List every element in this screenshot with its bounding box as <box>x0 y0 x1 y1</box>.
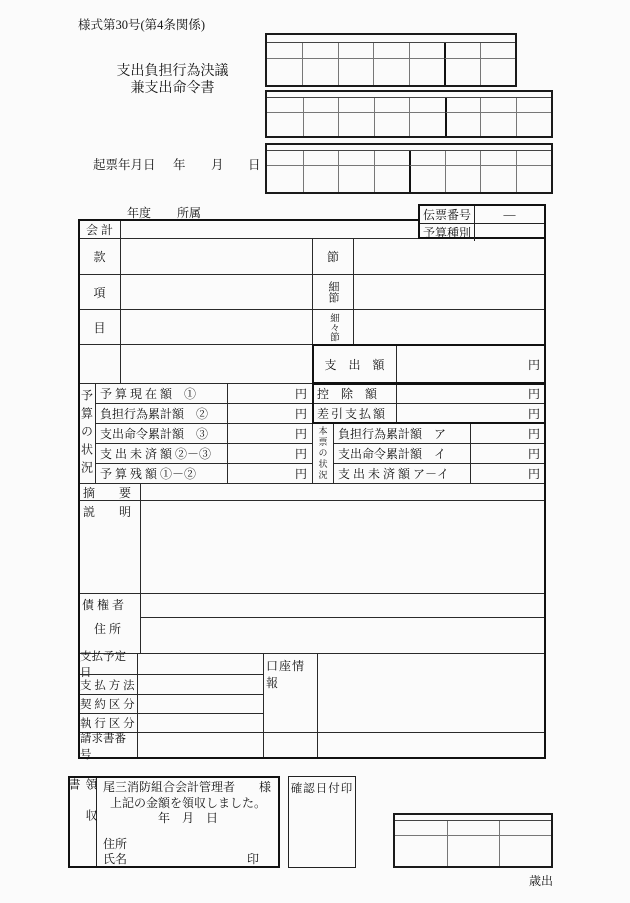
slip-number-value: ― <box>503 207 516 221</box>
stamp-cell <box>303 112 339 136</box>
draft-date-label: 起票年月日 <box>93 158 156 172</box>
payment-method-label: 支 払 方 法 <box>78 674 138 695</box>
net-payment-unit: 円 <box>396 403 546 424</box>
summary-label: 摘 要 <box>78 483 141 501</box>
stamp-cell <box>374 112 410 136</box>
deduction-unit: 円 <box>396 383 546 404</box>
expenditure-footer-label: 歳出 <box>528 874 553 888</box>
receipt-name-label: 氏名 <box>103 852 128 866</box>
stamp-cell <box>480 58 515 85</box>
receipt-content <box>97 778 278 866</box>
stamp-cell <box>267 58 302 85</box>
stamp-cell <box>445 151 481 165</box>
stamp-cell <box>338 151 374 165</box>
stamp-cell <box>374 98 410 112</box>
budget-status-row-label: 予 算 現 在 額 ① <box>95 383 228 404</box>
receipt-addressee: 尾三消防組合会計管理者 様 <box>103 780 272 794</box>
description-label: 説 明 <box>78 500 141 594</box>
stamp-cell <box>303 165 339 192</box>
stamp-cell <box>480 98 516 112</box>
kan-value <box>120 238 313 275</box>
expenditure-amount-label: 支 出 額 <box>312 344 397 384</box>
stamp-cell <box>409 98 445 112</box>
creditor-address-value <box>140 617 546 654</box>
blank-cell <box>78 344 121 384</box>
stamp-cell <box>499 821 551 835</box>
summary-value <box>140 483 546 501</box>
saisaisetsu-label: 細々節 <box>312 309 354 345</box>
receipt-address-label: 住所 <box>103 836 128 851</box>
stamp-cell <box>338 112 374 136</box>
stamp-cell <box>303 98 339 112</box>
blank-cell <box>120 344 313 384</box>
stamp-cell <box>338 58 373 85</box>
stamp-cell <box>409 151 445 165</box>
confirmation-stamp-box <box>288 776 356 868</box>
stamp-cell <box>302 58 337 85</box>
slip-status-row-label: 支 出 未 済 額 ア－イ <box>333 463 471 484</box>
stamp-cell <box>267 165 303 192</box>
stamp-cell <box>480 165 516 192</box>
stamp-cell <box>373 43 408 58</box>
saisaisetsu-value <box>353 309 546 345</box>
setsu-label: 節 <box>312 238 354 275</box>
execution-type-value <box>137 713 264 733</box>
ko-label: 項 <box>78 274 121 310</box>
receipt-title-cell <box>67 778 98 866</box>
stamp-cell <box>444 58 479 85</box>
stamp-cell <box>499 835 551 866</box>
form-title <box>90 63 255 97</box>
slip-status-row-unit: 円 <box>470 443 546 464</box>
kan-label: 款 <box>78 238 121 275</box>
stamp-cell <box>445 165 481 192</box>
bottom-stamp-table <box>393 813 553 868</box>
stamp-cell <box>338 165 374 192</box>
draft-date-month: 月 <box>211 158 224 172</box>
budget-status-row-unit: 円 <box>227 403 313 424</box>
stamp-cell <box>516 112 552 136</box>
blank-cell <box>317 732 546 759</box>
stamp-cell <box>267 112 303 136</box>
budget-status-row-label: 支出命令累計額 ③ <box>95 423 228 444</box>
stamp-cell <box>516 151 552 165</box>
receipt-title: 領収書 <box>67 778 98 840</box>
approval-stamp-table-2 <box>265 90 553 138</box>
stamp-cell <box>409 58 444 85</box>
budget-status-row-label: 支 出 未 済 額 ②－③ <box>95 443 228 464</box>
stamp-cell <box>267 151 303 165</box>
stamp-cell <box>409 165 445 192</box>
execution-type-label: 執 行 区 分 <box>78 713 138 733</box>
stamp-cell <box>395 835 447 866</box>
invoice-number-value <box>137 732 264 759</box>
creditor-value <box>140 593 546 618</box>
budget-status-row-unit: 円 <box>227 463 313 484</box>
draft-date-row <box>93 155 268 171</box>
stamp-cell <box>395 821 447 835</box>
net-payment-label: 差引支払額 <box>312 403 397 424</box>
budget-status-row-label: 負担行為累計額 ② <box>95 403 228 424</box>
stamp-cell <box>374 151 410 165</box>
slip-status-title: 本票の状況 <box>312 423 334 484</box>
bank-account-label: 口座情報 <box>263 653 318 733</box>
budget-type-label: 予算種別 <box>420 223 475 241</box>
saisetsu-label: 細節 <box>312 274 354 310</box>
bank-account-value <box>317 653 546 733</box>
stamp-cell <box>267 43 302 58</box>
contract-type-label: 契 約 区 分 <box>78 694 138 714</box>
blank-cell <box>263 732 318 759</box>
budget-status-title: 予算の状況 <box>78 383 96 484</box>
form-number: 様式第30号(第4条関係) <box>78 18 206 32</box>
budget-status-row-unit: 円 <box>227 383 313 404</box>
stamp-strip <box>267 35 515 43</box>
stamp-cell <box>445 98 481 112</box>
moku-label: 目 <box>78 309 121 345</box>
creditor-label-cell <box>78 593 141 654</box>
account-label: 会 計 <box>78 219 121 239</box>
stamp-cell <box>480 151 516 165</box>
moku-value <box>120 309 313 345</box>
stamp-cell <box>303 151 339 165</box>
slip-status-row-label: 支出命令累計額 イ <box>333 443 471 464</box>
setsu-value <box>353 238 546 275</box>
stamp-cell <box>409 112 445 136</box>
saisetsu-value <box>353 274 546 310</box>
stamp-cell <box>447 835 499 866</box>
draft-date-day: 日 <box>248 158 261 172</box>
stamp-cell <box>409 43 444 58</box>
payment-method-value <box>137 674 264 695</box>
affiliation-label: 所属 <box>177 206 202 220</box>
stamp-cell <box>516 165 552 192</box>
stamp-cell <box>447 821 499 835</box>
contract-type-value <box>137 694 264 714</box>
stamp-cell <box>338 98 374 112</box>
stamp-cell <box>480 43 515 58</box>
deduction-label: 控 除 額 <box>312 383 397 404</box>
form-title-line1: 支出負担行為決議 <box>116 64 229 79</box>
budget-status-row-unit: 円 <box>227 443 313 464</box>
draft-date-year: 年 <box>173 158 186 172</box>
stamp-cell <box>444 43 479 58</box>
fiscal-year-label: 年度 <box>127 206 152 220</box>
stamp-cell <box>480 112 516 136</box>
slip-status-row-unit: 円 <box>470 423 546 444</box>
approval-stamp-table-1 <box>265 33 517 87</box>
stamp-cell <box>516 98 552 112</box>
stamp-cell <box>267 98 303 112</box>
slip-number-label: 伝票番号 <box>420 206 475 223</box>
stamp-cell <box>373 58 408 85</box>
receipt-box <box>68 776 280 868</box>
receipt-body: 上記の金額を領収しました。 <box>110 795 267 810</box>
form-title-line2: 兼支出命令書 <box>130 81 215 96</box>
stamp-cell <box>338 43 373 58</box>
payment-schedule-value <box>137 653 264 675</box>
ko-value <box>120 274 313 310</box>
payment-schedule-label: 支払予定日 <box>78 653 138 675</box>
receipt-seal-label: 印 <box>246 852 259 866</box>
budget-type-value <box>475 223 544 241</box>
account-value <box>120 219 421 239</box>
creditor-address-label: 住 所 <box>94 622 122 636</box>
expenditure-amount-unit: 円 <box>396 344 546 384</box>
approval-stamp-table-3 <box>265 143 553 194</box>
creditor-label: 債 権 者 <box>82 598 125 612</box>
slip-status-row-unit: 円 <box>470 463 546 484</box>
budget-status-row-label: 予 算 残 額 ①－② <box>95 463 228 484</box>
confirmation-stamp-label: 確認日付印 <box>290 783 354 795</box>
invoice-number-label: 請求書番号 <box>78 732 138 759</box>
stamp-cell <box>445 112 481 136</box>
slip-number-box <box>418 204 546 239</box>
receipt-date-line: 年 月 日 <box>157 811 218 825</box>
stamp-cell <box>302 43 337 58</box>
slip-status-row-label: 負担行為累計額 ア <box>333 423 471 444</box>
budget-status-row-unit: 円 <box>227 423 313 444</box>
description-value <box>140 500 546 594</box>
stamp-cell <box>374 165 410 192</box>
